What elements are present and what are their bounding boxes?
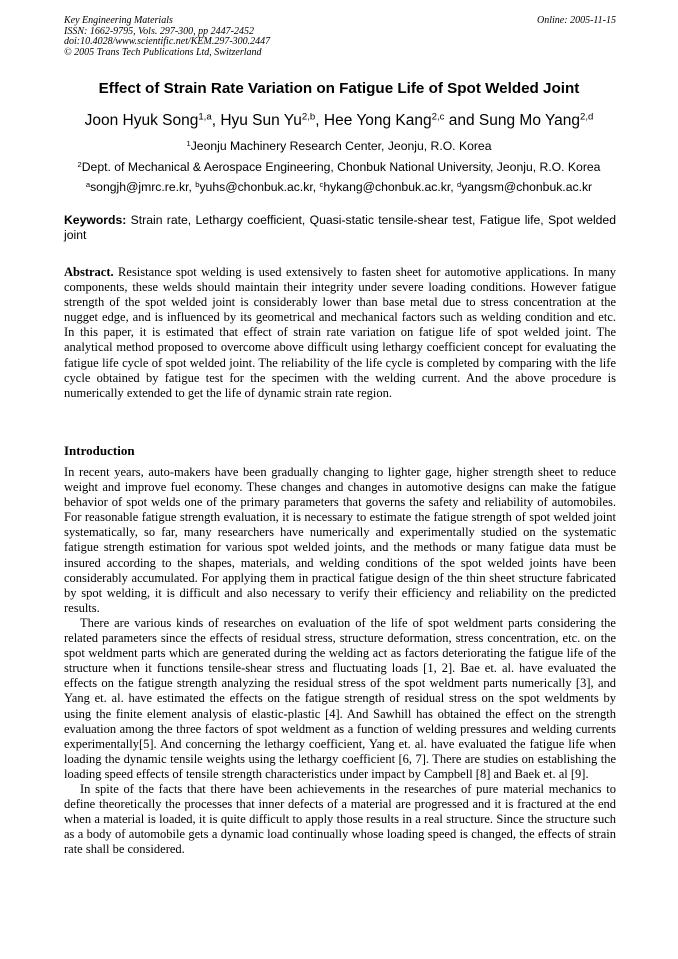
- author-sep: ,: [315, 112, 324, 129]
- abstract-label: Abstract.: [64, 265, 114, 279]
- introduction-heading: Introduction: [64, 443, 135, 458]
- email-line: [20, 180, 658, 194]
- affiliation-text: Jeonju Machinery Research Center, Jeonju, R.O. Korea: [190, 139, 492, 153]
- email-address: songjh@jmrc.re.kr,: [90, 180, 196, 194]
- doi-line: doi:10.4028/www.scientific.net/KEM.297-300.2447: [64, 36, 271, 47]
- keywords-block: [64, 213, 616, 243]
- copyright-line: © 2005 Trans Tech Publications Ltd, Switzerland: [64, 46, 262, 58]
- paper-title: Effect of Strain Rate Variation on Fatigue Life of Spot Welded Joint: [98, 80, 580, 97]
- abstract-paragraph: [64, 265, 616, 401]
- online-date: Online: 2005-11-15: [537, 15, 616, 26]
- keywords-text: Strain rate, Lethargy coefficient, Quasi-static tensile-shear test, Fatigue life, Spot welded joint: [64, 213, 616, 242]
- abstract-block: [64, 265, 616, 401]
- intro-paragraph-1: In recent years, auto-makers have been gradually changing to lighter gage, higher strength sheet to reduce weight and improve fuel economy. These changes and changes in automotive designs can make the fatigue behavior of spot welds one of the primary parameters that governs the safety and reliability of automobiles. For reasonable fatigue strength evaluation, it is necessary to estimate the fatigue strength of spot welded joint systematically, so far, many researchers have numerically and experimentally studied on the systematic fatigue strength estimation for various spot welded joints, and the methods or many fatigue data must be insured according to the shapes, materials, and welding conditions of the spot welded joints have been considerably accumulated. For applying them in practical fatigue design of the thin sheet structure fabricated by spot welding, it is difficult and also necessary to verify their efficiency and reliability on the predicted results.: [64, 465, 616, 615]
- affiliation-1: [20, 139, 658, 153]
- author-sep: ,: [211, 112, 221, 129]
- email-address: yangsm@chonbuk.ac.kr: [461, 180, 593, 194]
- introduction-body: [64, 465, 616, 857]
- issn-line: ISSN: 1662-9795, Vols. 297-300, pp 2447-2452: [64, 25, 254, 37]
- affiliation-text: Dept. of Mechanical & Aerospace Engineering, Chonbuk National University, Jeonju, R.O. Korea: [81, 160, 601, 174]
- email-address: hykang@chonbuk.ac.kr,: [323, 180, 457, 194]
- intro-paragraph-3: In spite of the facts that there have been achievements in the researches of pure material mechanics to define theoretically the processes that inner defects of a material are progressed and it is fractured at the end when a material is loaded, it is quite difficult to apply those results in a real structure. Since the structure such as a body of automobile gets a dynamic load continually whose loading speed is changed, the effects of strain rate shall be considered.: [64, 781, 616, 857]
- keywords-label: Keywords:: [64, 213, 127, 227]
- intro-paragraph-2: There are various kinds of researches on evaluation of the life of spot weldment parts considering the related parameters since the effects of residual stress, structure deformation, stress concentration, etc. on the spot weldment parts which are generated during the welding act as factors deteriorating the fatigue life of the structure when it functions tensile-shear stress and fluctuating loads [1, 2]. Bae et. al. have evaluated the effects on the fatigue strength analyzing the residual stress of the spot weldment parts numerically [3], and Yang et. al. have estimated the effects on the fatigue strength of residual stress on the spot weldments by using the finite element analysis of elastic-plastic [4]. And Sawhill has obtained the effect on the strength evaluation among the three factors of spot weldment as a function of welding pressures and welding currents experimentally[5]. And concerning the lethargy coefficient, Yang et. al. have evaluated the fatigue life when loading the dynamic tensile weights using the lethargy coefficient [6, 7]. There are studies on establishing the loading speed effects of tensile strength characteristics under impact by Campbell [8] and Baek et. al [9].: [64, 615, 616, 781]
- author-list: [30, 112, 648, 130]
- author-sep: and: [444, 112, 479, 129]
- email-address: yuhs@chonbuk.ac.kr,: [199, 180, 320, 194]
- author-name: Hee Yong Kang: [323, 112, 432, 129]
- abstract-text: Resistance spot welding is used extensively to fasten sheet for automotive applications. In many components, these welds should maintain their integrity under severe loading conditions. However fatigue strength of the spot welded joint is considerably lower than base metal due to stress concentration at the nugget edge, and is influenced by its geometrical and mechanical factors such as welding condition and etc. In this paper, it is estimated that effect of strain rate variation on fatigue life of spot welded joint. The analytical method proposed to overcome above difficult using lethargy coefficient concept for evaluating the fatigue life cycle of spot welded joint. The reliability of the life cycle is completed by comparing with the life cycle obtained by fatigue test for the specimen with the welding current. And the above procedure is numerically extended to get the life of dynamic strain rate region.: [64, 265, 616, 400]
- email-sup: d: [456, 179, 462, 189]
- email-sup: a: [85, 179, 91, 189]
- author-name: Hyu Sun Yu: [220, 112, 302, 129]
- author-sup: 2,b: [301, 111, 316, 123]
- author-sup: 2,c: [431, 111, 445, 123]
- journal-header: [64, 16, 616, 58]
- email-sup: b: [195, 179, 200, 189]
- journal-name: Key Engineering Materials: [64, 15, 173, 26]
- affiliation-sup: 2: [77, 159, 82, 169]
- author-sup: 2,d: [580, 111, 594, 123]
- affiliation-2: [20, 160, 658, 174]
- author-sup: 1,a: [198, 111, 212, 123]
- email-sup: c: [319, 179, 324, 189]
- affiliation-sup: 1: [186, 138, 191, 148]
- author-name: Sung Mo Yang: [478, 112, 581, 129]
- author-name: Joon Hyuk Song: [84, 112, 199, 129]
